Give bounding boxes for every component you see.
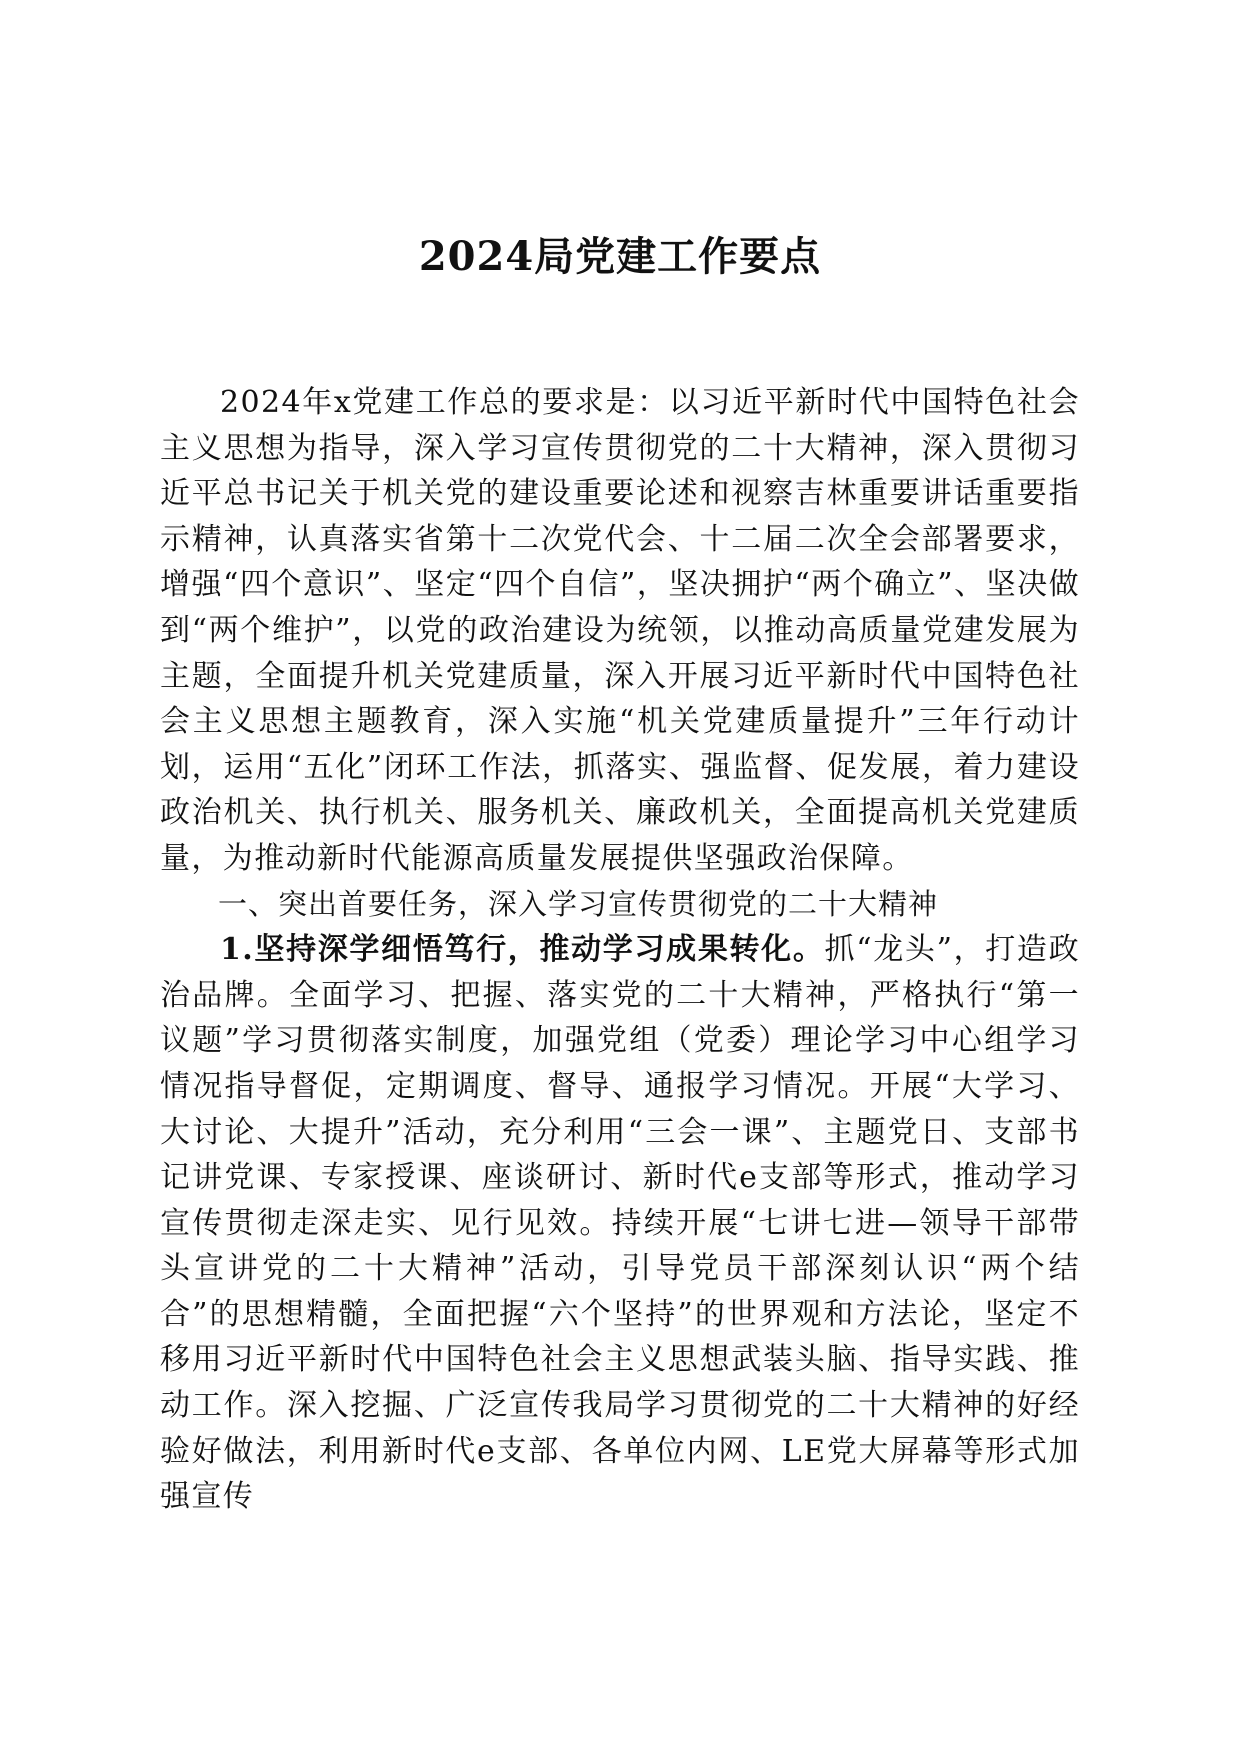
section-heading: 一、突出首要任务，深入学习宣传贯彻党的二十大精神 [218, 886, 939, 921]
intro-paragraph: 2024年x党建工作总的要求是：以习近平新时代中国特色社会主义思想为指导，深入学习宣传贯彻党的二十大精神，深入贯彻习近平总书记关于机关党的建设重要论述和视察吉林重要讲话重要指示精神，认真落实省第十二次党代会、十二届二次全会部署要求，增强“四个意识”、坚定“四个自信”，坚决拥护“两个确立”、坚决做到“两个维护”，以党的政治建设为统领，以推动高质量党建发展为主题，全面提升机关党建质量，深入开展习近平新时代中国特色社会主义思想主题教育，深入实施“机关党建质量提升”三年行动计划，运用“五化”闭环工作法，抓落实、强监督、促发展，着力建设政治机关、执行机关、服务机关、廉政机关，全面提高机关党建质量，为推动新时代能源高质量发展提供坚强政治保障。 [160, 385, 1080, 876]
item-heading: 1.坚持深学细悟笃行，推动学习成果转化。 [220, 932, 825, 968]
item-paragraph [160, 927, 1080, 1520]
item-body: 抓“龙头”，打造政治品牌。全面学习、把握、落实党的二十大精神，严格执行“第一议题”学习贯彻落实制度，加强党组（党委）理论学习中心组学习情况指导督促，定期调度、督导、通报学习情况。开展“大学习、大讨论、大提升”活动，充分利用“三会一课”、主题党日、支部书记讲党课、专家授课、座谈研讨、新时代e支部等形式，推动学习宣传贯彻走深走实、见行见效。持续开展“七讲七进—领导干部带头宣讲党的二十大精神”活动，引导党员干部深刻认识“两个结合”的思想精髓，全面把握“六个坚持”的世界观和方法论，坚定不移用习近平新时代中国特色社会主义思想武装头脑、指导实践、推动工作。深入挖掘、广泛宣传我局学习贯彻党的二十大精神的好经验好做法，利用新时代e支部、各单位内网、LE党大屏幕等形式加强宣传 [160, 932, 1080, 1515]
document-title: 2024局党建工作要点 [418, 233, 822, 280]
document-body [160, 380, 1080, 1520]
